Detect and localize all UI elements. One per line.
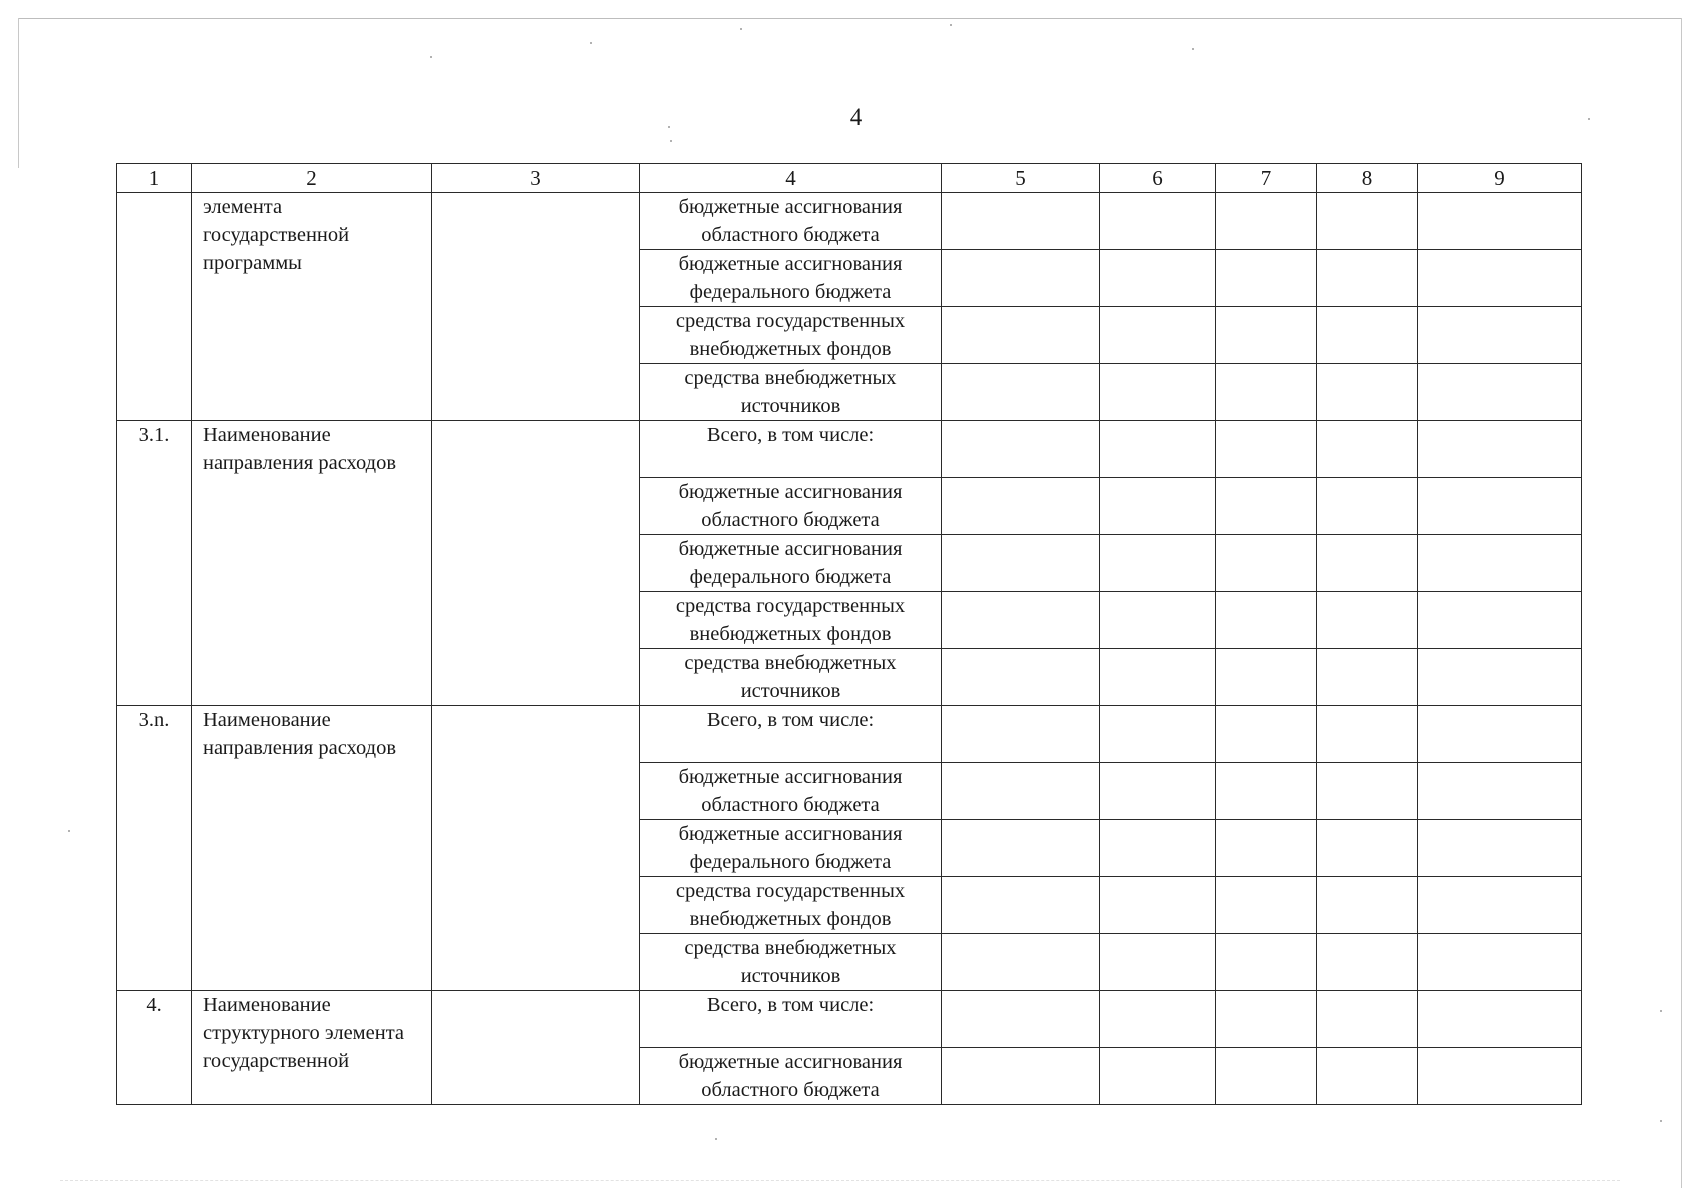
item-name-cell: Наименование структурного элемента государственной bbox=[192, 991, 432, 1105]
value-cell-col-5 bbox=[942, 706, 1100, 763]
funding-source-cell: средства внебюджетных источников bbox=[640, 934, 942, 991]
value-cell-col-5 bbox=[942, 820, 1100, 877]
value-cell-col-5 bbox=[942, 991, 1100, 1048]
row-number-cell: 4. bbox=[117, 991, 192, 1105]
column-header-2: 2 bbox=[192, 164, 432, 193]
value-cell-col-8 bbox=[1317, 421, 1418, 478]
column-header-9: 9 bbox=[1418, 164, 1582, 193]
funding-source-cell: средства государственных внебюджетных фондов bbox=[640, 877, 942, 934]
value-cell-col-6 bbox=[1100, 706, 1216, 763]
value-cell-col-8 bbox=[1317, 535, 1418, 592]
funding-source-cell: средства внебюджетных источников bbox=[640, 649, 942, 706]
value-cell-col-8 bbox=[1317, 193, 1418, 250]
value-cell-col-7 bbox=[1216, 250, 1317, 307]
scan-border-top bbox=[18, 18, 1682, 19]
value-cell-col-5 bbox=[942, 592, 1100, 649]
value-cell-col-9 bbox=[1418, 1048, 1582, 1105]
scan-speck bbox=[68, 830, 70, 832]
column-header-7: 7 bbox=[1216, 164, 1317, 193]
funding-source-cell: Всего, в том числе: bbox=[640, 421, 942, 478]
value-cell-col-9 bbox=[1418, 763, 1582, 820]
column-3-cell bbox=[432, 193, 640, 421]
funding-source-cell: Всего, в том числе: bbox=[640, 991, 942, 1048]
value-cell-col-5 bbox=[942, 763, 1100, 820]
item-name-cell: Наименование направления расходов bbox=[192, 706, 432, 991]
value-cell-col-7 bbox=[1216, 877, 1317, 934]
funding-source-cell: средства государственных внебюджетных фондов bbox=[640, 592, 942, 649]
scan-speck bbox=[590, 42, 592, 44]
value-cell-col-8 bbox=[1317, 820, 1418, 877]
value-cell-col-9 bbox=[1418, 478, 1582, 535]
value-cell-col-7 bbox=[1216, 364, 1317, 421]
value-cell-col-8 bbox=[1317, 706, 1418, 763]
item-name-cell: элемента государственной программы bbox=[192, 193, 432, 421]
value-cell-col-7 bbox=[1216, 706, 1317, 763]
value-cell-col-5 bbox=[942, 193, 1100, 250]
value-cell-col-9 bbox=[1418, 649, 1582, 706]
value-cell-col-6 bbox=[1100, 649, 1216, 706]
value-cell-col-5 bbox=[942, 649, 1100, 706]
funding-source-cell: бюджетные ассигнования областного бюджета bbox=[640, 1048, 942, 1105]
value-cell-col-9 bbox=[1418, 250, 1582, 307]
value-cell-col-5 bbox=[942, 478, 1100, 535]
scan-speck bbox=[715, 1138, 717, 1140]
value-cell-col-8 bbox=[1317, 649, 1418, 706]
value-cell-col-8 bbox=[1317, 934, 1418, 991]
value-cell-col-6 bbox=[1100, 193, 1216, 250]
column-3-cell bbox=[432, 421, 640, 706]
value-cell-col-7 bbox=[1216, 478, 1317, 535]
value-cell-col-8 bbox=[1317, 592, 1418, 649]
page-number: 4 bbox=[849, 104, 863, 131]
value-cell-col-7 bbox=[1216, 934, 1317, 991]
scan-speck bbox=[1588, 118, 1590, 120]
value-cell-col-9 bbox=[1418, 364, 1582, 421]
value-cell-col-6 bbox=[1100, 535, 1216, 592]
table-row bbox=[117, 991, 1582, 1048]
scan-speck bbox=[1660, 1010, 1662, 1012]
value-cell-col-9 bbox=[1418, 706, 1582, 763]
value-cell-col-9 bbox=[1418, 820, 1582, 877]
value-cell-col-5 bbox=[942, 307, 1100, 364]
value-cell-col-7 bbox=[1216, 592, 1317, 649]
item-name-cell: Наименование направления расходов bbox=[192, 421, 432, 706]
funding-source-cell: бюджетные ассигнования областного бюджета bbox=[640, 763, 942, 820]
value-cell-col-6 bbox=[1100, 1048, 1216, 1105]
value-cell-col-5 bbox=[942, 1048, 1100, 1105]
table-row bbox=[117, 193, 1582, 250]
value-cell-col-6 bbox=[1100, 877, 1216, 934]
value-cell-col-5 bbox=[942, 364, 1100, 421]
scan-artifact-bottom bbox=[60, 1180, 1620, 1181]
funding-table bbox=[116, 163, 1582, 1105]
value-cell-col-6 bbox=[1100, 991, 1216, 1048]
column-header-5: 5 bbox=[942, 164, 1100, 193]
column-header-6: 6 bbox=[1100, 164, 1216, 193]
value-cell-col-8 bbox=[1317, 1048, 1418, 1105]
funding-source-cell: бюджетные ассигнования федерального бюджета bbox=[640, 535, 942, 592]
value-cell-col-5 bbox=[942, 934, 1100, 991]
value-cell-col-7 bbox=[1216, 763, 1317, 820]
table-body bbox=[117, 193, 1582, 1105]
table-row bbox=[117, 421, 1582, 478]
column-number-row bbox=[117, 164, 1582, 193]
scan-speck bbox=[1192, 48, 1194, 50]
value-cell-col-8 bbox=[1317, 478, 1418, 535]
value-cell-col-8 bbox=[1317, 877, 1418, 934]
scan-speck bbox=[740, 28, 742, 30]
column-header-3: 3 bbox=[432, 164, 640, 193]
value-cell-col-6 bbox=[1100, 307, 1216, 364]
value-cell-col-8 bbox=[1317, 307, 1418, 364]
value-cell-col-9 bbox=[1418, 421, 1582, 478]
value-cell-col-6 bbox=[1100, 934, 1216, 991]
column-header-8: 8 bbox=[1317, 164, 1418, 193]
value-cell-col-7 bbox=[1216, 535, 1317, 592]
table-row bbox=[117, 706, 1582, 763]
funding-source-cell: бюджетные ассигнования областного бюджета bbox=[640, 193, 942, 250]
value-cell-col-5 bbox=[942, 877, 1100, 934]
value-cell-col-6 bbox=[1100, 421, 1216, 478]
column-3-cell bbox=[432, 706, 640, 991]
value-cell-col-5 bbox=[942, 250, 1100, 307]
funding-source-cell: средства внебюджетных источников bbox=[640, 364, 942, 421]
scan-speck bbox=[670, 140, 672, 142]
value-cell-col-9 bbox=[1418, 877, 1582, 934]
value-cell-col-8 bbox=[1317, 991, 1418, 1048]
value-cell-col-9 bbox=[1418, 991, 1582, 1048]
value-cell-col-7 bbox=[1216, 820, 1317, 877]
value-cell-col-7 bbox=[1216, 421, 1317, 478]
scan-border-right bbox=[1681, 18, 1682, 1188]
value-cell-col-6 bbox=[1100, 820, 1216, 877]
value-cell-col-9 bbox=[1418, 307, 1582, 364]
funding-source-cell: бюджетные ассигнования федерального бюджета bbox=[640, 250, 942, 307]
funding-source-cell: бюджетные ассигнования федерального бюджета bbox=[640, 820, 942, 877]
value-cell-col-6 bbox=[1100, 592, 1216, 649]
funding-source-cell: бюджетные ассигнования областного бюджета bbox=[640, 478, 942, 535]
value-cell-col-8 bbox=[1317, 763, 1418, 820]
value-cell-col-7 bbox=[1216, 193, 1317, 250]
value-cell-col-9 bbox=[1418, 535, 1582, 592]
funding-source-cell: Всего, в том числе: bbox=[640, 706, 942, 763]
value-cell-col-5 bbox=[942, 535, 1100, 592]
column-header-4: 4 bbox=[640, 164, 942, 193]
value-cell-col-7 bbox=[1216, 649, 1317, 706]
column-header-1: 1 bbox=[117, 164, 192, 193]
value-cell-col-5 bbox=[942, 421, 1100, 478]
row-number-cell bbox=[117, 193, 192, 421]
value-cell-col-6 bbox=[1100, 763, 1216, 820]
funding-source-cell: средства государственных внебюджетных фондов bbox=[640, 307, 942, 364]
value-cell-col-9 bbox=[1418, 592, 1582, 649]
value-cell-col-8 bbox=[1317, 364, 1418, 421]
row-number-cell: 3.n. bbox=[117, 706, 192, 991]
scan-speck bbox=[950, 24, 952, 26]
value-cell-col-9 bbox=[1418, 193, 1582, 250]
scan-speck bbox=[1660, 1120, 1662, 1122]
scan-border-left bbox=[18, 18, 19, 168]
row-number-cell: 3.1. bbox=[117, 421, 192, 706]
column-3-cell bbox=[432, 991, 640, 1105]
value-cell-col-6 bbox=[1100, 478, 1216, 535]
value-cell-col-6 bbox=[1100, 250, 1216, 307]
value-cell-col-7 bbox=[1216, 307, 1317, 364]
value-cell-col-7 bbox=[1216, 991, 1317, 1048]
value-cell-col-8 bbox=[1317, 250, 1418, 307]
value-cell-col-6 bbox=[1100, 364, 1216, 421]
scan-speck bbox=[668, 126, 670, 128]
scan-speck bbox=[430, 56, 432, 58]
value-cell-col-9 bbox=[1418, 934, 1582, 991]
value-cell-col-7 bbox=[1216, 1048, 1317, 1105]
